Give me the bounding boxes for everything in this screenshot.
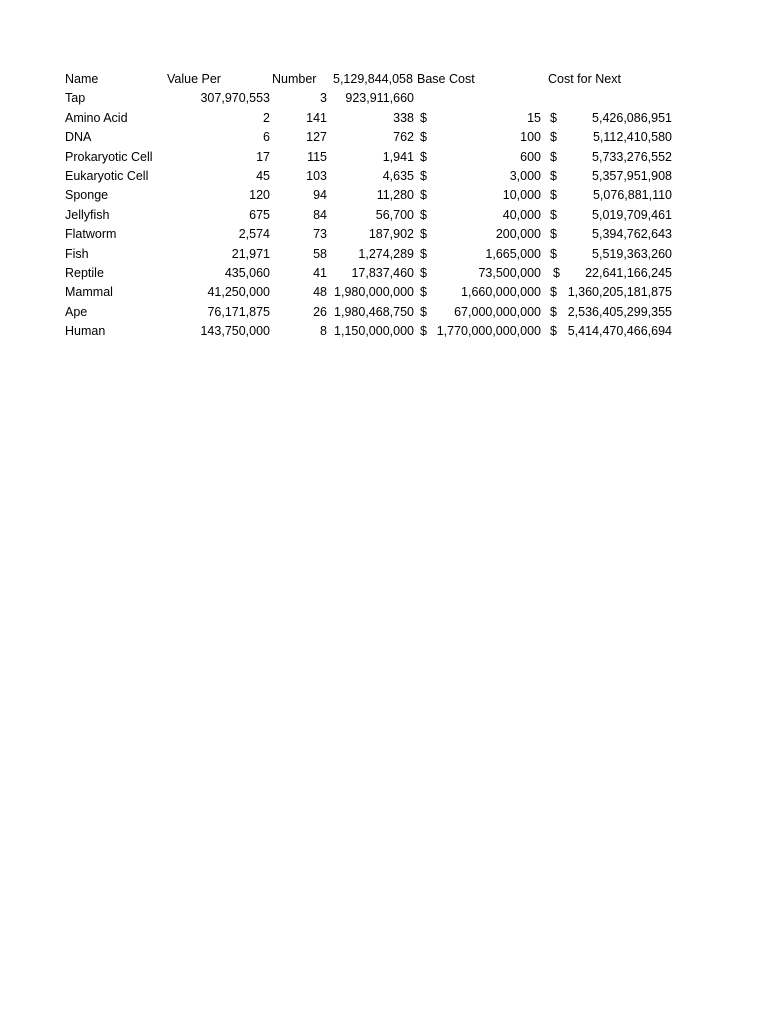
row-base-cost: 1,660,000,000 [461,285,541,300]
row-base-cost: 100 [520,130,541,145]
row-cost-next-currency: $ [553,265,560,280]
header-total: 5,129,844,058 [333,72,413,86]
row-base-cost: 600 [520,149,541,164]
row-value-per: 675 [249,207,270,222]
row-base-cost: 40,000 [502,207,541,222]
row-name: Flatworm [65,227,117,242]
row-cost-next-currency: $ [550,246,557,261]
row-total: 923,911,660 [345,91,414,106]
row-total: 187,902 [368,227,414,242]
table-row [0,167,768,186]
row-number: 103 [306,168,327,183]
table-row [0,148,768,167]
row-name: Jellyfish [65,207,110,222]
row-name: Sponge [65,188,109,203]
row-base-cost-currency: $ [420,188,427,203]
row-value-per: 6 [263,130,270,145]
row-value-per: 435,060 [224,265,270,280]
row-total: 11,280 [376,188,414,203]
row-value-per: 41,250,000 [207,285,270,300]
row-value-per: 21,971 [231,246,270,261]
row-value-per: 17 [256,149,270,164]
row-base-cost-currency: $ [420,227,427,242]
header-cost-for-next: Cost for Next [548,72,621,86]
row-cost-for-next: 2,536,405,299,355 [567,304,672,319]
row-cost-for-next: 5,394,762,643 [592,227,672,242]
row-base-cost: 1,770,000,000,000 [436,324,541,339]
row-value-per: 45 [256,168,270,183]
header-base-cost: Base Cost [417,72,475,86]
row-base-cost: 67,000,000,000 [454,304,541,319]
row-number: 73 [313,227,327,242]
row-base-cost-currency: $ [420,130,427,145]
table-row [0,109,768,128]
row-value-per: 2,574 [238,227,270,242]
row-cost-for-next: 5,076,881,110 [592,188,672,203]
table-row [0,206,768,225]
row-total: 17,837,460 [351,265,414,280]
row-cost-next-currency: $ [550,304,557,319]
row-base-cost-currency: $ [420,324,427,339]
row-value-per: 2 [263,110,270,125]
row-total: 56,700 [375,207,414,222]
row-cost-next-currency: $ [550,285,557,300]
spreadsheet-table [0,70,768,341]
row-number: 127 [306,130,327,145]
table-row [0,225,768,244]
header-name: Name [65,72,99,86]
row-base-cost: 10,000 [502,188,541,203]
row-total: 1,980,468,750 [334,304,414,319]
row-name: DNA [65,130,92,145]
row-total: 1,150,000,000 [334,324,414,339]
row-cost-next-currency: $ [550,110,557,125]
table-row [0,264,768,283]
row-name: Ape [65,304,88,319]
row-name: Prokaryotic Cell [65,149,153,164]
row-cost-for-next: 22,641,166,245 [585,265,672,280]
row-total: 1,941 [382,149,414,164]
row-name: Tap [65,91,86,106]
row-cost-next-currency: $ [550,168,557,183]
row-cost-for-next: 5,112,410,580 [592,130,672,145]
table-row [0,128,768,147]
row-base-cost: 73,500,000 [478,265,541,280]
row-name: Eukaryotic Cell [65,168,149,183]
row-cost-for-next: 5,357,951,908 [592,168,672,183]
row-base-cost-currency: $ [420,246,427,261]
row-name: Human [65,324,106,339]
row-cost-for-next: 1,360,205,181,875 [567,285,672,300]
row-base-cost-currency: $ [420,285,427,300]
row-cost-for-next: 5,414,470,466,694 [567,324,672,339]
row-number: 94 [313,188,327,203]
row-base-cost-currency: $ [420,207,427,222]
header-value-per: Value Per [167,72,221,86]
row-base-cost-currency: $ [420,110,427,125]
row-total: 1,980,000,000 [334,285,414,300]
row-name: Fish [65,246,89,261]
row-cost-next-currency: $ [550,207,557,222]
row-value-per: 307,970,553 [200,91,270,106]
row-base-cost-currency: $ [420,304,427,319]
row-total: 1,274,289 [358,246,414,261]
row-value-per: 76,171,875 [207,304,270,319]
row-cost-next-currency: $ [550,149,557,164]
header-row [0,70,768,89]
row-cost-for-next: 5,733,276,552 [592,149,672,164]
row-cost-for-next: 5,019,709,461 [592,207,672,222]
header-number: Number [272,72,317,86]
row-number: 41 [313,265,327,280]
row-number: 115 [307,149,327,164]
row-number: 84 [313,207,327,222]
row-number: 26 [313,304,327,319]
table-row [0,186,768,205]
row-name: Reptile [65,265,104,280]
row-cost-next-currency: $ [550,227,557,242]
row-cost-next-currency: $ [550,130,557,145]
row-base-cost-currency: $ [420,149,427,164]
table-row [0,303,768,322]
row-number: 3 [320,91,327,106]
row-number: 58 [313,246,327,261]
row-base-cost: 1,665,000 [485,246,541,261]
row-cost-for-next: 5,519,363,260 [592,246,672,261]
row-name: Amino Acid [65,110,128,125]
row-name: Mammal [65,285,113,300]
row-base-cost-currency: $ [420,265,427,280]
row-total: 338 [393,110,414,125]
row-value-per: 120 [249,188,270,203]
row-number: 141 [306,110,327,125]
row-base-cost: 15 [527,110,541,125]
row-value-per: 143,750,000 [200,324,270,339]
row-cost-next-currency: $ [550,188,557,203]
table-row [0,283,768,302]
table-row [0,322,768,341]
row-total: 762 [393,130,414,145]
row-base-cost: 3,000 [509,168,541,183]
row-base-cost-currency: $ [420,168,427,183]
row-cost-next-currency: $ [550,324,557,339]
row-cost-for-next: 5,426,086,951 [592,110,672,125]
row-total: 4,635 [382,168,414,183]
table-row [0,245,768,264]
row-number: 48 [313,285,327,300]
row-base-cost: 200,000 [495,227,541,242]
table-row [0,89,768,108]
row-number: 8 [320,324,327,339]
